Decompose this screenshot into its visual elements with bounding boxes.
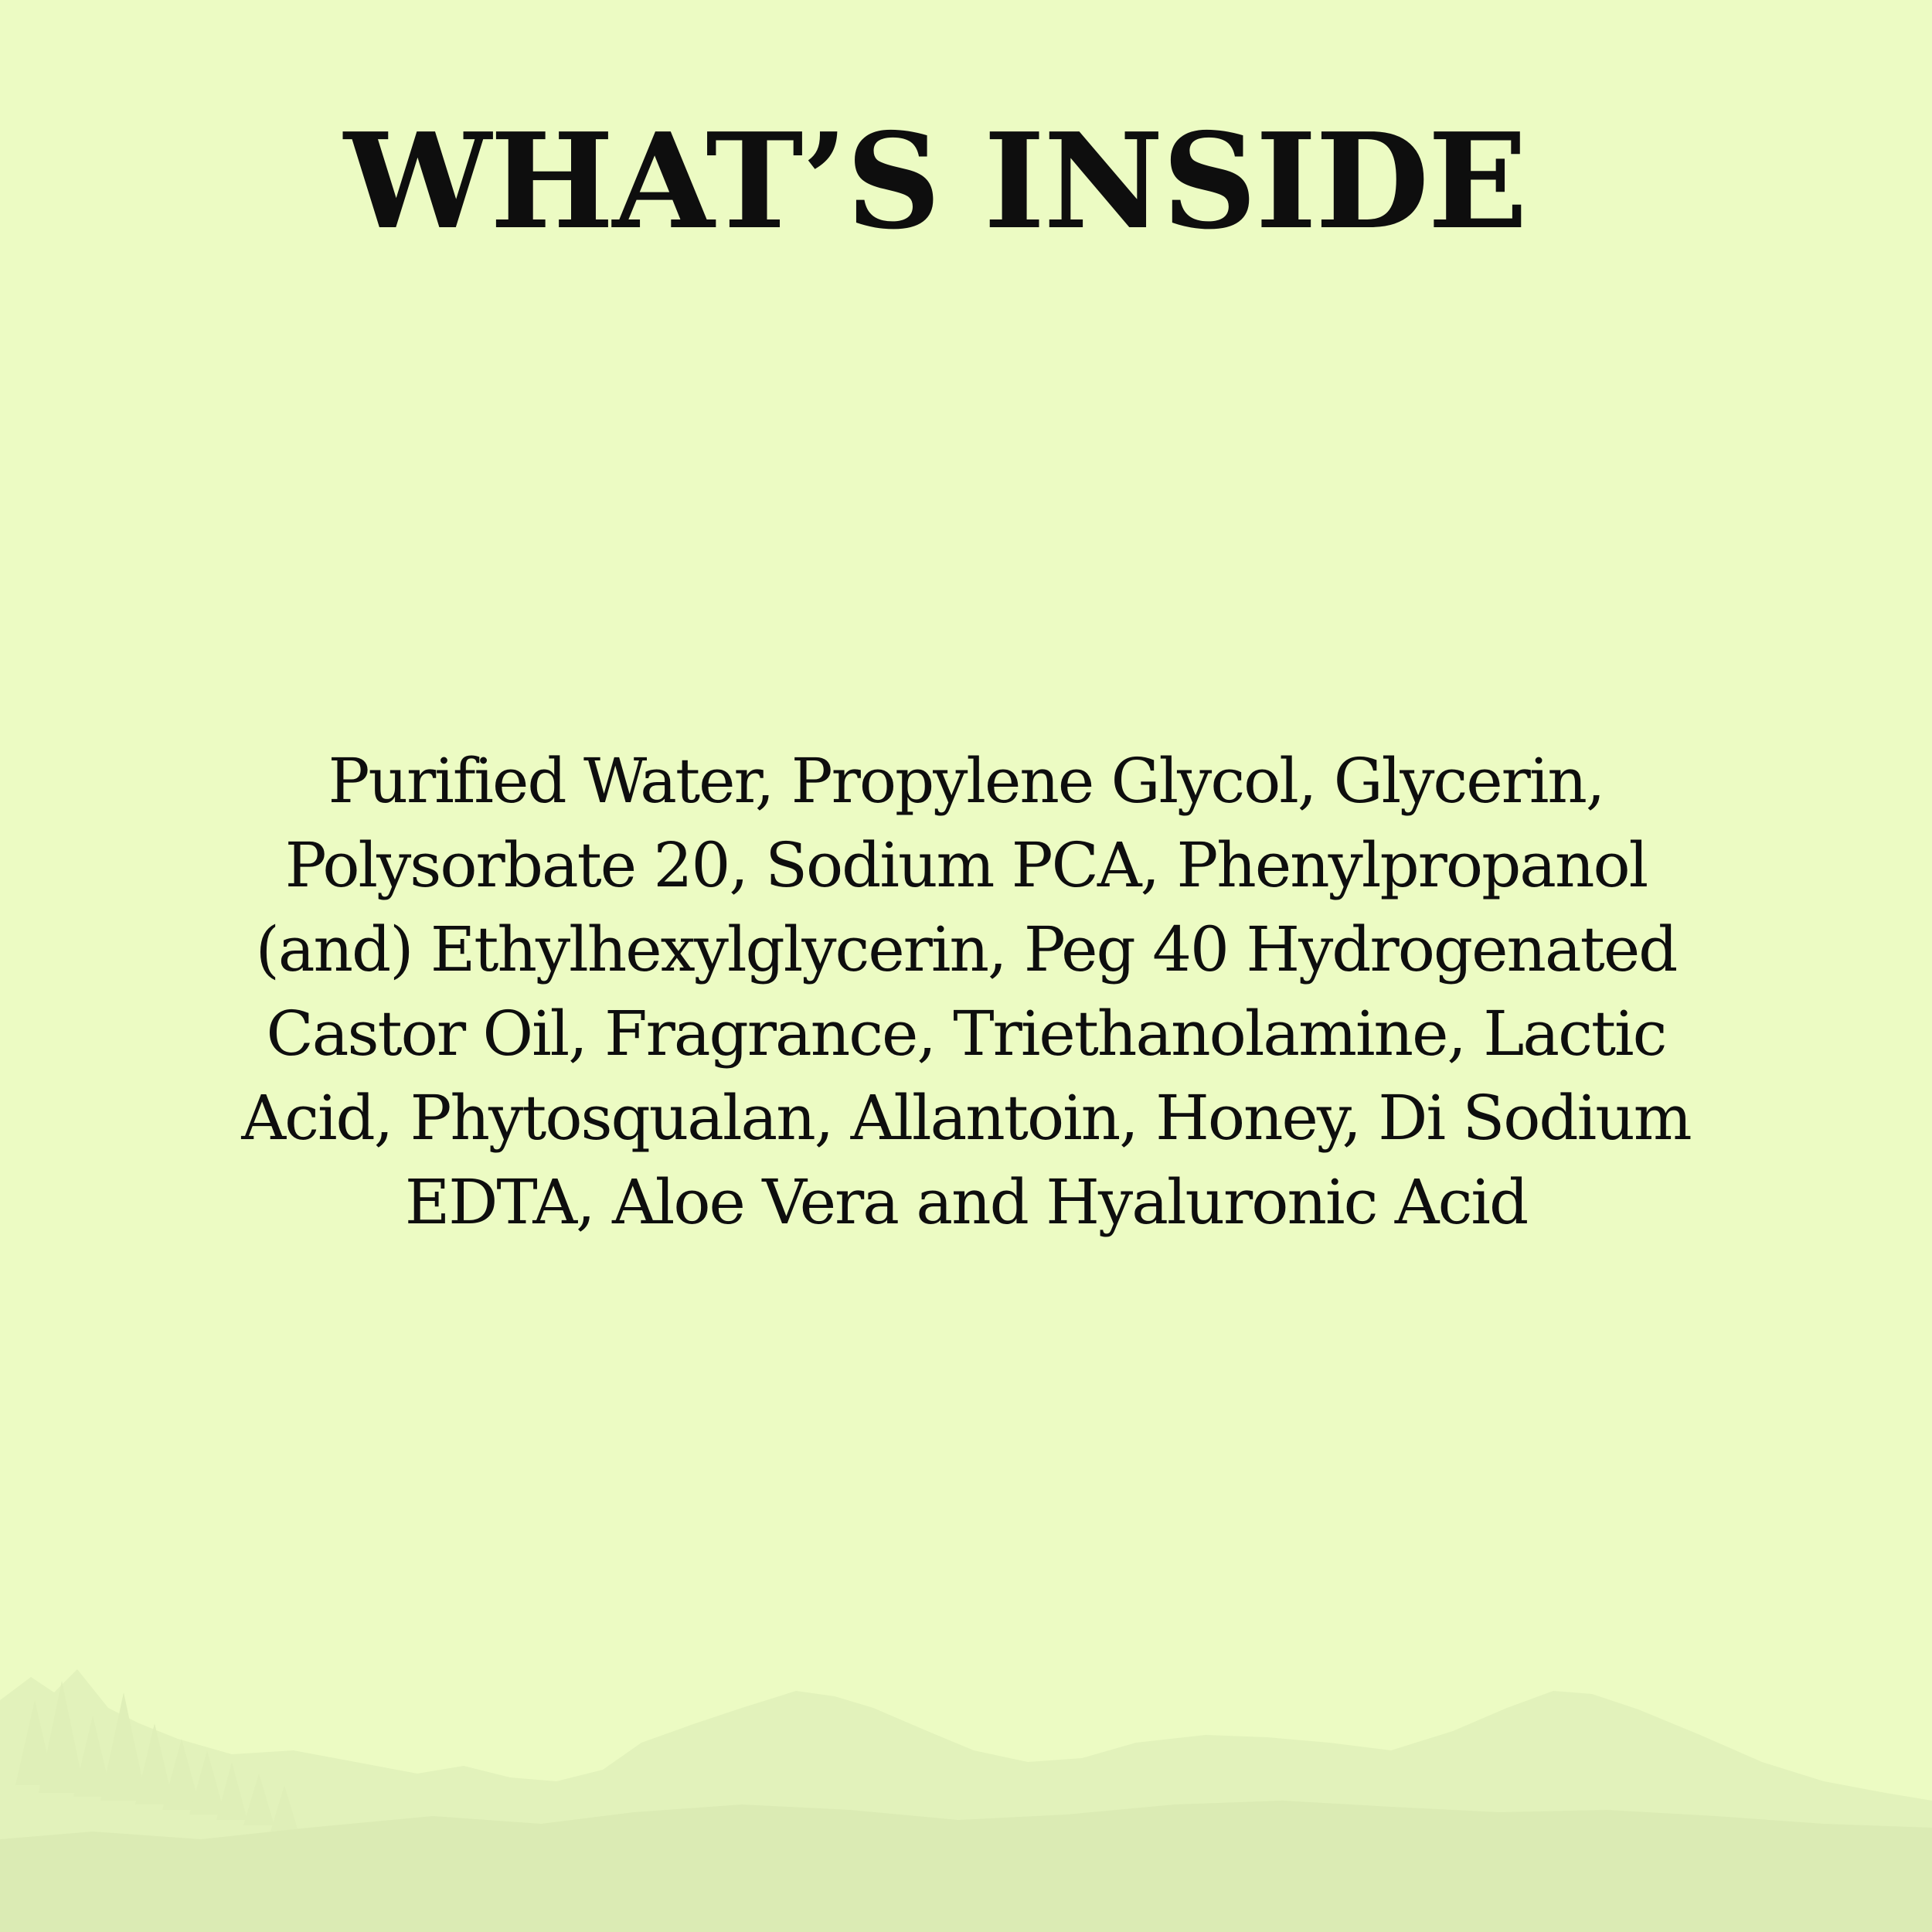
ingredients-line: Purified Water, Propylene Glycol, Glycerin, xyxy=(328,745,1604,817)
ingredients-line: Polysorbate 20, Sodium PCA, Phenylpropanol xyxy=(284,829,1648,901)
page-title: WHAT’S INSIDE xyxy=(344,104,1526,259)
ingredients-line: EDTA, Aloe Vera and Hyaluronic Acid xyxy=(404,1166,1528,1238)
ingredients-line: (and) Ethylhexylglycerin, Peg 40 Hydrogenated xyxy=(255,913,1677,985)
ingredients-line: Castor Oil, Fragrance, Triethanolamine, Lactic xyxy=(266,998,1666,1070)
ingredients-line: Acid, Phytosqualan, Allantoin, Honey, Di Sodium xyxy=(241,1082,1691,1154)
ingredients-list xyxy=(216,739,1716,1244)
mountain-forest-silhouette xyxy=(0,1607,1932,1932)
